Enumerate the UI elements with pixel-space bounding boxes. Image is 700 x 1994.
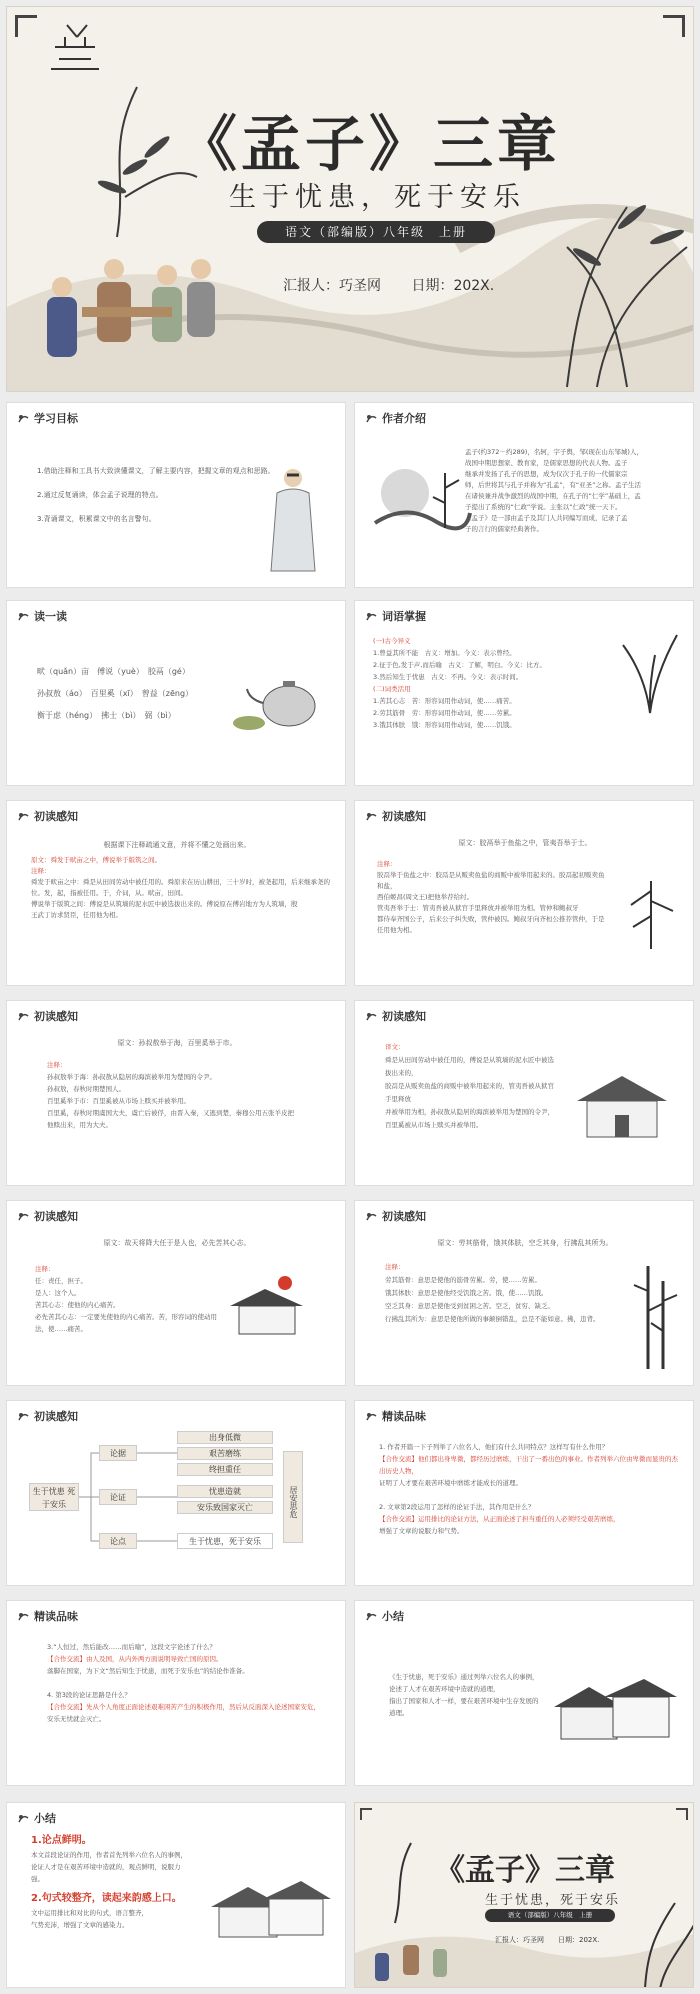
note-line: 必先苦其心志：一定要先使他的内心痛苦。苦，形容词的使动用法，使……痛苦。: [35, 1313, 217, 1333]
village-illustration: [203, 1873, 333, 1953]
demonstration-box: 论证: [99, 1489, 137, 1505]
slide-title: 初读感知: [34, 1410, 78, 1423]
question-line: 1. 作者开篇一下子列举了六位名人，他们有什么共同特点？这样写有什么作用？: [379, 1443, 609, 1451]
answer-line: 安乐无忧就会灭亡。: [47, 1715, 106, 1723]
summary-text: [389, 1671, 539, 1719]
pine-tree-illustration: [621, 861, 681, 951]
thesis-box: 论点: [99, 1533, 137, 1549]
note-label: 注释：: [385, 1263, 405, 1271]
point-box: 忧患造就: [177, 1485, 273, 1498]
slide-close-reading-1: [354, 1400, 694, 1586]
slide-title: 初读感知: [382, 1010, 426, 1023]
translation-text: [385, 1041, 555, 1132]
slide-title: 精读品味: [382, 1410, 426, 1423]
slide-structure-diagram: [6, 1400, 346, 1586]
vocabulary-text: [373, 635, 613, 731]
note-line: 王武丁访求贤臣，任用他为相。: [31, 911, 122, 919]
slide-first-reading-1: [6, 800, 346, 986]
note-line: 孙叔敖举于海：孙叔敖从隐居的海滨被举用为楚国的令尹。: [47, 1073, 216, 1081]
slide-author-intro: [354, 402, 694, 588]
slide-title: 初读感知: [34, 1010, 78, 1023]
flower-ornament-icon: [365, 611, 378, 622]
goal-item: 1.借助注释和工具书大致读懂课文，了解主要内容，把握文章的观点和思路。: [37, 467, 275, 475]
slide-header: [17, 1608, 78, 1624]
summary-line: 本文首段论证的作用，作者首先列举六位名人的事例，: [31, 1851, 187, 1859]
report-date: 日期：202X.: [411, 278, 495, 294]
question-line: 2. 文章第2段运用了怎样的论证手法，其作用是什么？: [379, 1503, 535, 1511]
author-line: 《孟子》是一部由孟子及其门人共同编写而成，记录了孟: [465, 514, 628, 522]
note-line: 胶鬲举于鱼盐之中：胶鬲是从贩卖鱼盐的商贩中被举用起来的。胶鬲起初贩卖鱼和盐，: [377, 871, 605, 890]
flower-ornament-icon: [365, 1611, 378, 1622]
grade-ribbon: 语文（部编版）八年级 上册: [257, 221, 495, 243]
note-label: 注释：: [47, 1061, 67, 1069]
vocab-line: 1.曾益其所不能 古义：增加。今义：表示曾经。: [373, 649, 516, 657]
bamboo-illustration: [623, 1261, 683, 1371]
slide-title: 初读感知: [382, 1210, 426, 1223]
summary-heading: 1.论点鲜明。: [31, 1835, 92, 1846]
goal-item: 2.通过反复诵读，体会孟子说理的特点。: [37, 491, 163, 499]
slide-title: 初读感知: [382, 810, 426, 823]
pronunciation-line: 衡于虑（héng） 拂士（bì） 弼（bì）: [37, 711, 176, 720]
vocab-line: 3.饿其体肤 饿：形容词用作动词，使……饥饿。: [373, 721, 516, 729]
slide-header: [365, 1608, 404, 1624]
note-label: 注释：: [35, 1265, 55, 1273]
summary-line: 指出了国家和人才一样，要在艰苦环境中生存发展的道理。: [389, 1697, 539, 1717]
reporter-name: 汇报人：巧圣网: [283, 278, 381, 294]
author-line: 师，后世将其与孔子并称为“孔孟”，有“亚圣”之称。孟子生活: [465, 481, 641, 489]
slide-title: 读一读: [34, 610, 67, 623]
original-text: 原文：故天将降大任于是人也，必先苦其心志。: [103, 1239, 251, 1247]
slide-title: 初读感知: [34, 810, 78, 823]
translation-line: 并被举用为相，孙叔敖从隐居的海滨被举用为楚国的令尹，: [385, 1108, 554, 1116]
close-reading-text: [379, 1441, 679, 1537]
cover-subtitle: 生于忧患，死于安乐: [229, 182, 526, 213]
summary-line: 《生于忧患，死于安乐》通过列举六位名人的事例，论述了人才在艰苦环境中造就的道理，: [389, 1673, 539, 1693]
note-line: 舜发于畎亩之中：舜是从田间劳动中被任用的。舜原来在历山耕田，三十岁时，被尧起用，后来继承尧的: [31, 878, 330, 886]
summary-vertical-box: 居安思危: [283, 1451, 303, 1543]
flower-ornament-icon: [17, 413, 30, 424]
conclusion-box: 生于忧患，死于安乐: [177, 1533, 273, 1549]
slide-translation: [354, 1000, 694, 1186]
cover-slide: [6, 6, 694, 392]
flower-ornament-icon: [17, 1011, 30, 1022]
author-line: 子提出了系统的“仁政”学说。主张以“仁政”统一天下。: [465, 503, 622, 511]
slide-read-aloud: [6, 600, 346, 786]
summary-heading: 2.句式较整齐，读起来韵感上口。: [31, 1893, 182, 1904]
flower-ornament-icon: [365, 1411, 378, 1422]
reporter-line: [495, 1935, 599, 1945]
grade-ribbon: 语文（部编版）八年级 上册: [485, 1909, 615, 1922]
cover-title: 《孟子》三章: [177, 110, 561, 180]
note-line: 百里奚举于市：百里奚被从市场上赎买并被举用。: [47, 1097, 190, 1105]
vocab-line: 3.然后知生于忧患 古义：不再。今义：表示时间。: [373, 673, 523, 681]
annotation-text: [47, 1059, 297, 1131]
flower-ornament-icon: [365, 1011, 378, 1022]
slide-summary-2: [6, 1802, 346, 1988]
arguments-box: 论据: [99, 1445, 137, 1461]
note-line: 饿其体肤：意思是使他经受饥饿之苦。饿，使……饥饿。: [385, 1289, 548, 1297]
slide-first-reading-4: [6, 1200, 346, 1386]
pronunciation-line: 畎（quǎn）亩 傅说（yuè） 胶鬲（gé）: [37, 667, 190, 676]
slide-title: 小结: [382, 1610, 404, 1623]
flower-ornament-icon: [365, 811, 378, 822]
flower-ornament-icon: [17, 1813, 30, 1824]
slide-title: 学习目标: [34, 412, 78, 425]
flower-ornament-icon: [365, 1211, 378, 1222]
answer-line: 【合作交流】运用排比的论证方法，从正面论述了担当重任的人必须经受艰苦磨练，: [379, 1515, 620, 1523]
original-text: 原文：胶鬲举于鱼盐之中，管夷吾举于士。: [458, 839, 592, 847]
slide-first-reading-3: [6, 1000, 346, 1186]
original-text: 原文：舜发于畎亩之中，傅说举于版筑之间。: [31, 856, 161, 864]
answer-line: 增强了文章的说服力和气势。: [379, 1527, 464, 1535]
slide-header: [17, 808, 78, 824]
annotation-text: [31, 855, 331, 921]
question-line: 3.“人恒过，然后能改……而后喻”，这段文字论述了什么？: [47, 1643, 216, 1651]
orchid-illustration: [615, 625, 685, 715]
flower-ornament-icon: [365, 413, 378, 424]
translation-label: 译文：: [385, 1043, 405, 1051]
point-box: 安乐致国家灭亡: [177, 1501, 273, 1514]
summary-text: [31, 1833, 191, 1931]
author-line: 战国中期思想家、教育家，是儒家思想的代表人物。孟子: [465, 459, 628, 467]
closing-title: 《孟子》三章: [435, 1853, 615, 1888]
note-line: 都侍奉齐国公子，后来公子纠失败，管仲被囚。鲍叔牙向齐桓公推荐管仲，于是任用他为相。: [377, 915, 605, 934]
summary-line: 论证人才是在艰苦环境中造就的，观点鲜明，说服力强。: [31, 1863, 181, 1883]
slide-header: [17, 1208, 78, 1224]
slide-header: [365, 808, 426, 824]
pronunciation-list: [37, 661, 237, 727]
slide-title: 词语掌握: [382, 610, 426, 623]
slide-summary-1: [354, 1600, 694, 1786]
slide-first-reading-5: [354, 1200, 694, 1386]
theme-box: 生于忧患 死于安乐: [29, 1483, 79, 1511]
vocab-line: 2.征于色,发于声,而后喻 古义：了解，明白。今义：比方。: [373, 661, 546, 669]
translation-line: 胶鬲是从贩卖鱼盐的商贩中被举用起来的，管夷吾被从狱官手里释放: [385, 1082, 554, 1103]
slide-header: [365, 608, 426, 624]
answer-line: 落脚在国家，为下文“然后知生于忧患，而死于安乐也”的结论作准备。: [47, 1667, 249, 1675]
section-heading: (二)词类活用: [373, 685, 411, 693]
annotation-text: [35, 1263, 225, 1335]
note-line: 苦其心志：使他的内心痛苦。: [35, 1301, 120, 1309]
slide-title: 初读感知: [34, 1210, 78, 1223]
slide-first-reading-2: [354, 800, 694, 986]
closing-slide: [354, 1802, 694, 1988]
summary-line: 文中运用排比和对比的句式，语言整齐，: [31, 1909, 148, 1917]
point-box: 艰苦磨练: [177, 1447, 273, 1460]
note-line: 傅说举于版筑之间：傅说是从筑墙的泥水匠中被选拔出来的。傅说原在傅岩地方为人筑墙，殷: [31, 900, 298, 908]
goal-item: 3.背诵课文，积累课文中的名言警句。: [37, 515, 156, 523]
goals-text: [37, 465, 277, 525]
report-date: 日期：202X.: [558, 1936, 600, 1944]
note-line: 空乏其身：意思是使他受到贫困之苦。空乏，贫穷、缺乏。: [385, 1302, 554, 1310]
teapot-illustration: [229, 661, 329, 741]
instruction-text: 根据课下注释疏通文意，并将不懂之处画出来。: [103, 841, 251, 849]
slide-header: [365, 1008, 426, 1024]
flower-ornament-icon: [17, 1211, 30, 1222]
house-illustration: [567, 1061, 677, 1151]
ink-landscape-illustration: [365, 453, 475, 543]
point-box: 出身低微: [177, 1431, 273, 1444]
scholar-figure-illustration: [263, 463, 323, 573]
note-line: 是人：这个人。: [35, 1289, 81, 1297]
original-text: 原文：劳其筋骨，饿其体肤，空乏其身，行拂乱其所为。: [437, 1239, 613, 1247]
note-line: 行拂乱其所为：意思是使他所做的事颠倒错乱，总是不能如意。拂，违背。: [385, 1315, 600, 1323]
note-label: 注释：: [31, 867, 51, 875]
note-line: 孙叔敖，春秋时期楚国人。: [47, 1085, 125, 1093]
slide-title: 精读品味: [34, 1610, 78, 1623]
slide-header: [365, 410, 426, 426]
slide-header: [365, 1408, 426, 1424]
reporter-line: [283, 275, 520, 295]
slide-vocabulary: [354, 600, 694, 786]
slide-header: [365, 1208, 426, 1224]
pronunciation-line: 孙叔敖（áo） 百里奚（xī） 曾益（zēng）: [37, 689, 194, 698]
answer-line: 证明了人才要在艰苦环境中磨练才能成长的道理。: [379, 1479, 522, 1487]
answer-line: 【合作交流】由人及国，从内外两方面说明导致亡国的原因。: [47, 1655, 223, 1663]
point-box: 终担重任: [177, 1463, 273, 1476]
summary-line: 气势充沛，增强了文章的感染力。: [31, 1921, 129, 1929]
note-line: 百里奚，春秋时期虞国大夫，虞亡后被俘，由晋入秦，又逃到楚，秦穆公用五张羊皮把他赎出来，用为大夫。: [47, 1109, 294, 1129]
note-line: 西伯姬昌(周文王)把他举荐给纣。: [377, 893, 474, 901]
answer-line: 【合作交流】先从个人角度正面论述艰难困苦产生的积极作用，然后从反面深入论述国家安危，: [47, 1703, 320, 1711]
vocab-line: 2.劳其筋骨 劳：形容词用作动词，使……劳累。: [373, 709, 516, 717]
answer-line: 【合作交流】他们都出身卑微，都经历过磨练，干出了一番出色的事业。作者列举六位由卑微而显贵的杰出历史人物，: [379, 1455, 678, 1475]
translation-line: 百里奚被从市场上赎买并被举用。: [385, 1121, 483, 1129]
slide-header: [17, 1008, 78, 1024]
note-line: 劳其筋骨：意思是使他的筋骨劳累。劳，使……劳累。: [385, 1276, 541, 1284]
section-heading: (一)古今异义: [373, 637, 411, 645]
author-text: [465, 447, 687, 535]
author-line: 孟子(约372－约289)，名轲，字子舆，邹(现在山东邹城)人，: [465, 448, 643, 456]
flower-ornament-icon: [17, 611, 30, 622]
flower-ornament-icon: [17, 811, 30, 822]
slide-title: 作者介绍: [382, 412, 426, 425]
slide-header: [17, 410, 78, 426]
house-illustration: [225, 1271, 315, 1341]
author-line: 继承并发扬了孔子的思想，成为仅次于孔子的一代儒家宗: [465, 470, 628, 478]
question-line: 4. 第3段的论证思路是什么？: [47, 1691, 131, 1699]
slide-title: 小结: [34, 1812, 56, 1825]
note-line: 管夷吾举于士：管夷吾被从狱官手里释放并被举用为相。管仲和鲍叔牙: [377, 904, 579, 912]
note-label: 注释：: [377, 860, 397, 868]
note-line: 任：责任，担子。: [35, 1277, 87, 1285]
slide-header: [17, 1810, 56, 1826]
reporter-name: 汇报人：巧圣网: [495, 1936, 544, 1944]
author-line: 在诸侯兼并战争激烈的战国中期，在孔子的“仁学”基础上，孟: [465, 492, 641, 500]
note-line: 位。发，起，指被任用。于，介词，从。畎亩，田间。: [31, 889, 187, 897]
slide-header: [17, 608, 67, 624]
flower-ornament-icon: [17, 1611, 30, 1622]
original-text: 原文：孙叔敖举于海，百里奚举于市。: [117, 1039, 237, 1047]
slide-close-reading-2: [6, 1600, 346, 1786]
translation-line: 舜是从田间劳动中被任用的，傅说是从筑墙的泥水匠中被选拔出来的，: [385, 1056, 554, 1077]
slide-learning-goals: [6, 402, 346, 588]
annotation-text: [377, 859, 607, 936]
author-line: 子的言行的儒家经典著作。: [465, 525, 543, 533]
close-reading-text: [47, 1641, 327, 1725]
village-illustration: [549, 1667, 679, 1757]
annotation-text: [385, 1261, 615, 1326]
closing-subtitle: 生于忧患，死于安乐: [485, 1893, 621, 1908]
vocab-line: 1.苦其心志 苦：形容词用作动词，使……痛苦。: [373, 697, 516, 705]
